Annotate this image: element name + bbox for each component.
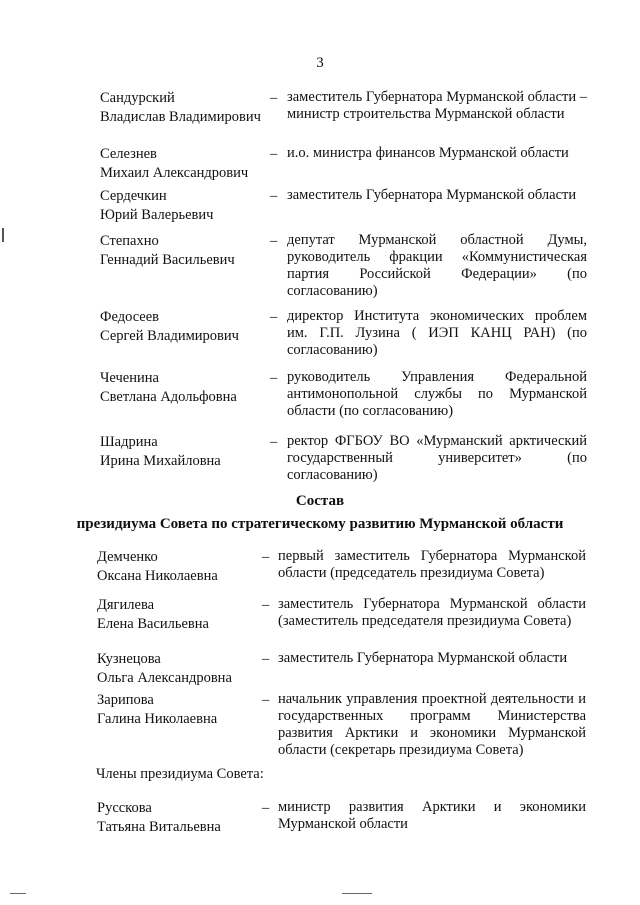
member-name [100, 145, 270, 183]
member-given-names: Ольга Александровна [97, 670, 232, 686]
section-heading-subtitle: президиума Совета по стратегическому развитию Мурманской области [76, 516, 564, 532]
dash: – [262, 800, 270, 816]
member-surname: Зарипова [97, 692, 154, 708]
member-role: депутат Мурманской областной Думы, руководитель фракции «Коммунистическая партия Российской Федерации» (по согласованию) [287, 232, 587, 299]
member-name [100, 187, 270, 225]
member-surname: Демченко [97, 549, 158, 565]
page-number: 3 [316, 55, 324, 71]
member-surname: Дягилева [97, 597, 155, 613]
member-role: заместитель Губернатора Мурманской области [278, 650, 568, 666]
member-role: заместитель Губернатора Мурманской области – министр строительства Мурманской области [287, 89, 588, 122]
member-surname: Степахно [100, 233, 159, 249]
member-role: первый заместитель Губернатора Мурманской области (председатель президиума Совета) [278, 548, 586, 581]
member-given-names: Елена Васильевна [97, 616, 209, 632]
scan-edge-mark [342, 893, 372, 894]
member-given-names: Владислав Владимирович [100, 109, 261, 125]
member-surname: Шадрина [100, 434, 158, 450]
member-surname: Чеченина [100, 370, 159, 386]
dash: – [270, 434, 278, 450]
member-surname: Русскова [97, 800, 152, 816]
dash: – [270, 233, 278, 249]
member-given-names: Светлана Адольфовна [100, 389, 237, 405]
dash: – [270, 90, 278, 106]
member-given-names: Галина Николаевна [97, 711, 218, 727]
member-given-names: Оксана Николаевна [97, 568, 218, 584]
section-heading-title: Состав [295, 493, 345, 509]
member-surname: Селезнев [100, 146, 157, 162]
scan-margin-mark [2, 228, 4, 242]
member-name [97, 799, 270, 837]
member-name [100, 433, 270, 471]
member-given-names: Геннадий Васильевич [100, 252, 235, 268]
member-surname: Сердечкин [100, 188, 167, 204]
member-name [97, 596, 270, 634]
member-name [97, 650, 270, 688]
member-role: руководитель Управления Федеральной антимонопольной службы по Мурманской области (по согласованию) [287, 369, 587, 419]
member-name [97, 691, 270, 729]
dash: – [262, 597, 270, 613]
dash: – [270, 370, 278, 386]
member-role: заместитель Губернатора Мурманской области [287, 187, 577, 203]
member-role: заместитель Губернатора Мурманской области (заместитель председателя президиума Совета) [278, 596, 586, 629]
member-role: министр развития Арктики и экономики Мурманской области [278, 799, 586, 832]
member-surname: Федосеев [100, 309, 160, 325]
dash: – [270, 309, 278, 325]
member-name [100, 89, 270, 127]
dash: – [262, 651, 270, 667]
member-role: ректор ФГБОУ ВО «Мурманский арктический государственный университет» (по согласованию) [287, 433, 587, 483]
member-name [100, 232, 270, 270]
scan-edge-mark [10, 893, 26, 894]
dash: – [270, 146, 278, 162]
member-role: начальник управления проектной деятельности и государственных программ Министерства развития Арктики и экономики Мурманской области (секретарь президиума Совета) [278, 691, 586, 758]
member-given-names: Ирина Михайловна [100, 453, 221, 469]
member-name [97, 548, 270, 586]
member-name [100, 308, 270, 346]
section-heading [0, 492, 640, 534]
presidium-members-label: Члены президиума Совета: [96, 766, 264, 782]
member-given-names: Михаил Александрович [100, 165, 249, 181]
member-given-names: Сергей Владимирович [100, 328, 239, 344]
member-surname: Сандурский [100, 90, 175, 106]
member-name [100, 369, 270, 407]
member-surname: Кузнецова [97, 651, 161, 667]
member-role: директор Института экономических проблем им. Г.П. Лузина ( ИЭП КАНЦ РАН) (по согласованию) [287, 308, 587, 358]
member-given-names: Татьяна Витальевна [97, 819, 221, 835]
member-given-names: Юрий Валерьевич [100, 207, 214, 223]
dash: – [262, 549, 270, 565]
dash: – [262, 692, 270, 708]
member-role: и.о. министра финансов Мурманской области [287, 145, 569, 161]
dash: – [270, 188, 278, 204]
